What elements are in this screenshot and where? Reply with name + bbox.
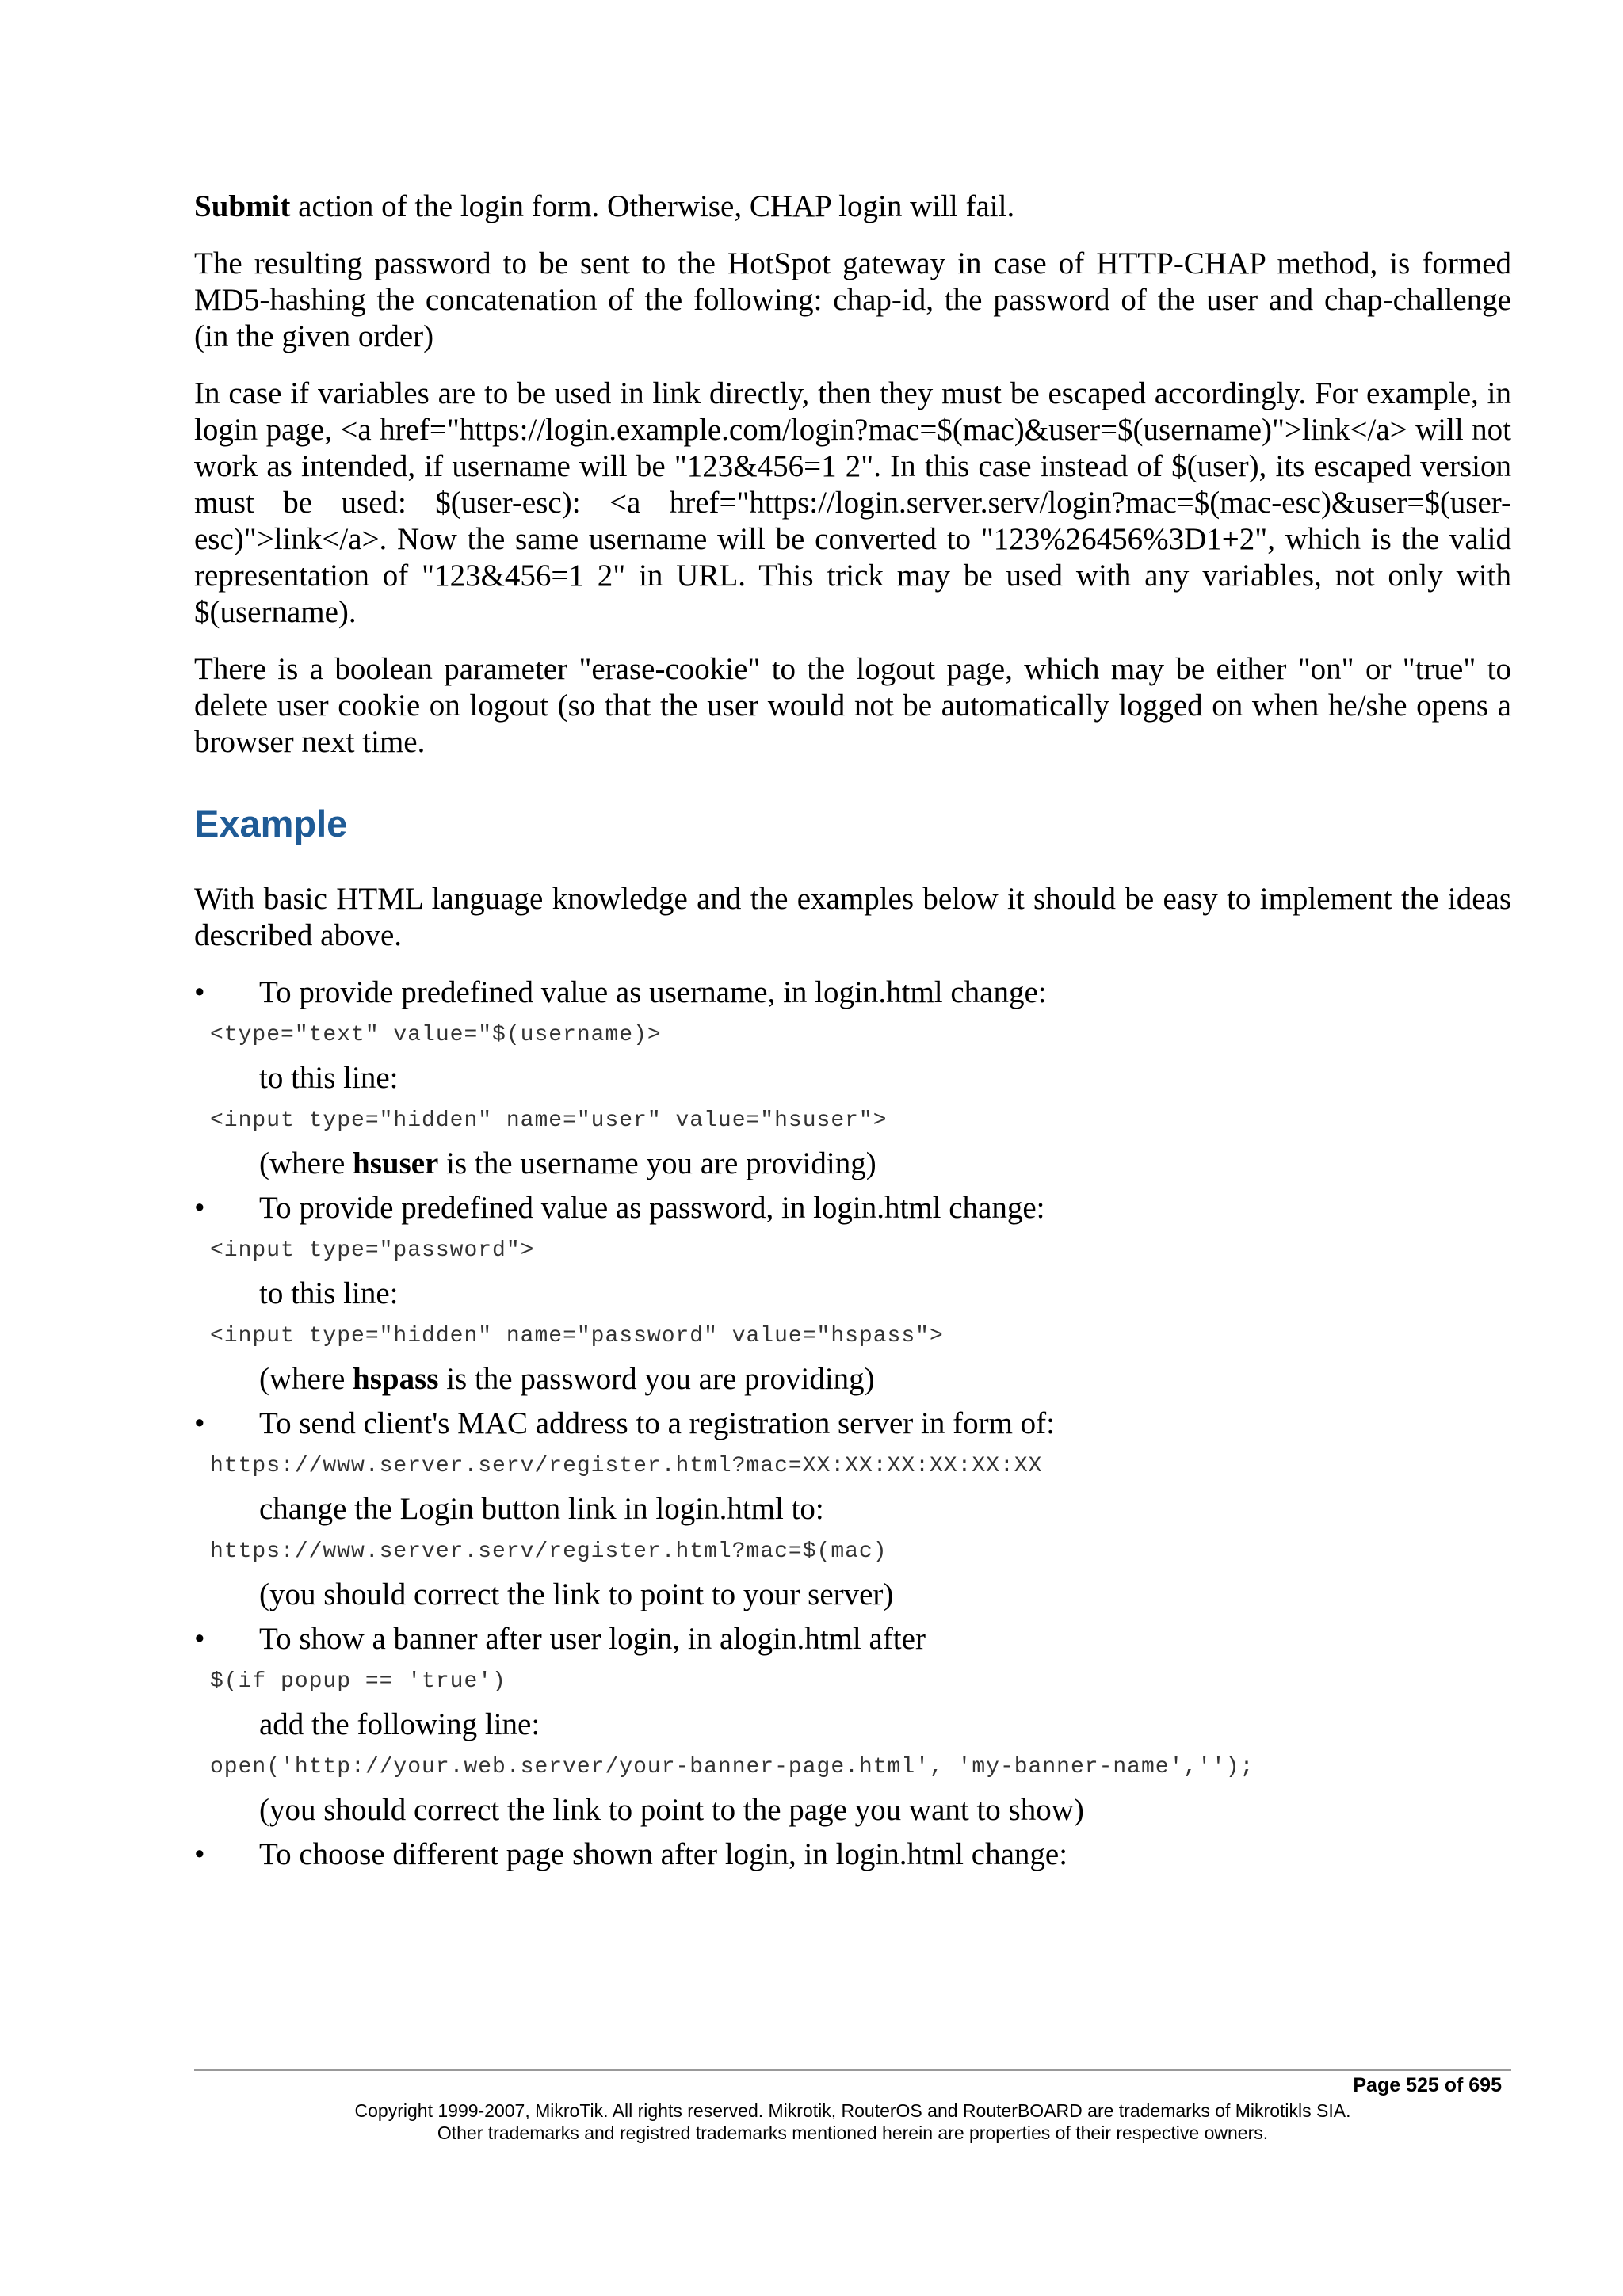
section-title: Example — [194, 803, 348, 845]
instruction-text: to this line: — [259, 1061, 399, 1095]
submit-term: Submit — [194, 189, 291, 223]
paragraph-submit — [194, 189, 1511, 225]
trademark-line: Other trademarks and registred trademarks mentioned herein are properties of their respective owners. — [437, 2122, 1269, 2143]
code-line: <input type="hidden" name="password" value="hspass"> — [210, 1324, 944, 1348]
note-term: hspass — [353, 1362, 439, 1396]
note-term: hsuser — [353, 1146, 439, 1180]
footer-divider — [194, 2069, 1511, 2071]
page-number: Page 525 of 695 — [1353, 2074, 1502, 2096]
section-intro: With basic HTML language knowledge and the examples below it should be easy to implement the ideas described above. — [194, 882, 1511, 952]
note-text: (where hsuser is the username you are providing) — [259, 1146, 876, 1180]
code-line: <input type="hidden" name="user" value="hsuser"> — [210, 1108, 888, 1133]
paragraph-chap-password: The resulting password to be sent to the HotSpot gateway in case of HTTP-CHAP method, is formed MD5-hashing the concatenation of the following: chap-id, the password of the user and chap-challenge (in the given order) — [194, 246, 1511, 353]
page-content — [194, 189, 1511, 1881]
bullet-glyph: • — [194, 975, 205, 1009]
submit-text: action of the login form. Otherwise, CHAP login will fail. — [290, 189, 1015, 223]
bullet-glyph: • — [194, 1406, 205, 1440]
instruction-text: change the Login button link in login.html to: — [259, 1492, 824, 1526]
list-item-text: To provide predefined value as username, in login.html change: — [259, 975, 1047, 1009]
list-item — [194, 1405, 1511, 1442]
list-item — [194, 1836, 1511, 1873]
paragraph-erase-cookie: There is a boolean parameter "erase-cookie" to the logout page, which may be either "on" or "true" to delete user cookie on logout (so that the user would not be automatically logged on when he/she opens a browser next time. — [194, 652, 1511, 759]
list-item — [194, 1621, 1511, 1657]
copyright-line: Copyright 1999-2007, MikroTik. All rights reserved. Mikrotik, RouterOS and RouterBOARD are trademarks of Mikrotikls SIA. — [354, 2100, 1351, 2121]
bullet-glyph: • — [194, 1191, 205, 1225]
code-line: open('http://your.web.server/your-banner-page.html', 'my-banner-name',''); — [210, 1755, 1254, 1779]
instruction-text: add the following line: — [259, 1707, 540, 1741]
note-text: (you should correct the link to point to your server) — [259, 1577, 894, 1611]
code-line: https://www.server.serv/register.html?mac=$(mac) — [210, 1539, 888, 1564]
paragraph-escaping: In case if variables are to be used in link directly, then they must be escaped accordingly. For example, in login page, <a href="https://login.example.com/login?mac=$(mac)&user=$(username)">link</a> will not work as intended, if username will be "123&456=1 2". In this case instead of $(user), its escaped version must be used: $(user-esc): <a href="https://login.server.serv/login?mac=$(mac-esc)&user=$(user-esc)">link</a>. Now the same username will be converted to "123%26456%3D1+2", which is the valid representation of "123&456=1 2" in URL. This trick may be used with any variables, not only with $(username). — [194, 376, 1511, 629]
list-item-text: To provide predefined value as password, in login.html change: — [259, 1191, 1045, 1225]
list-item — [194, 974, 1511, 1011]
code-line: https://www.server.serv/register.html?mac=XX:XX:XX:XX:XX:XX — [210, 1454, 1043, 1478]
bullet-glyph: • — [194, 1837, 205, 1871]
note-text: (you should correct the link to point to the page you want to show) — [259, 1793, 1084, 1827]
list-item — [194, 1190, 1511, 1226]
list-item-text: To choose different page shown after login, in login.html change: — [259, 1837, 1068, 1871]
code-line: $(if popup == 'true') — [210, 1669, 506, 1694]
list-item-text: To show a banner after user login, in alogin.html after — [259, 1622, 926, 1656]
code-line: <input type="password"> — [210, 1238, 535, 1263]
list-item-text: To send client's MAC address to a registration server in form of: — [259, 1406, 1055, 1440]
bullet-glyph: • — [194, 1622, 205, 1656]
code-line: <type="text" value="$(username)> — [210, 1023, 662, 1047]
note-text: (where hspass is the password you are providing) — [259, 1362, 875, 1396]
instruction-text: to this line: — [259, 1276, 399, 1310]
